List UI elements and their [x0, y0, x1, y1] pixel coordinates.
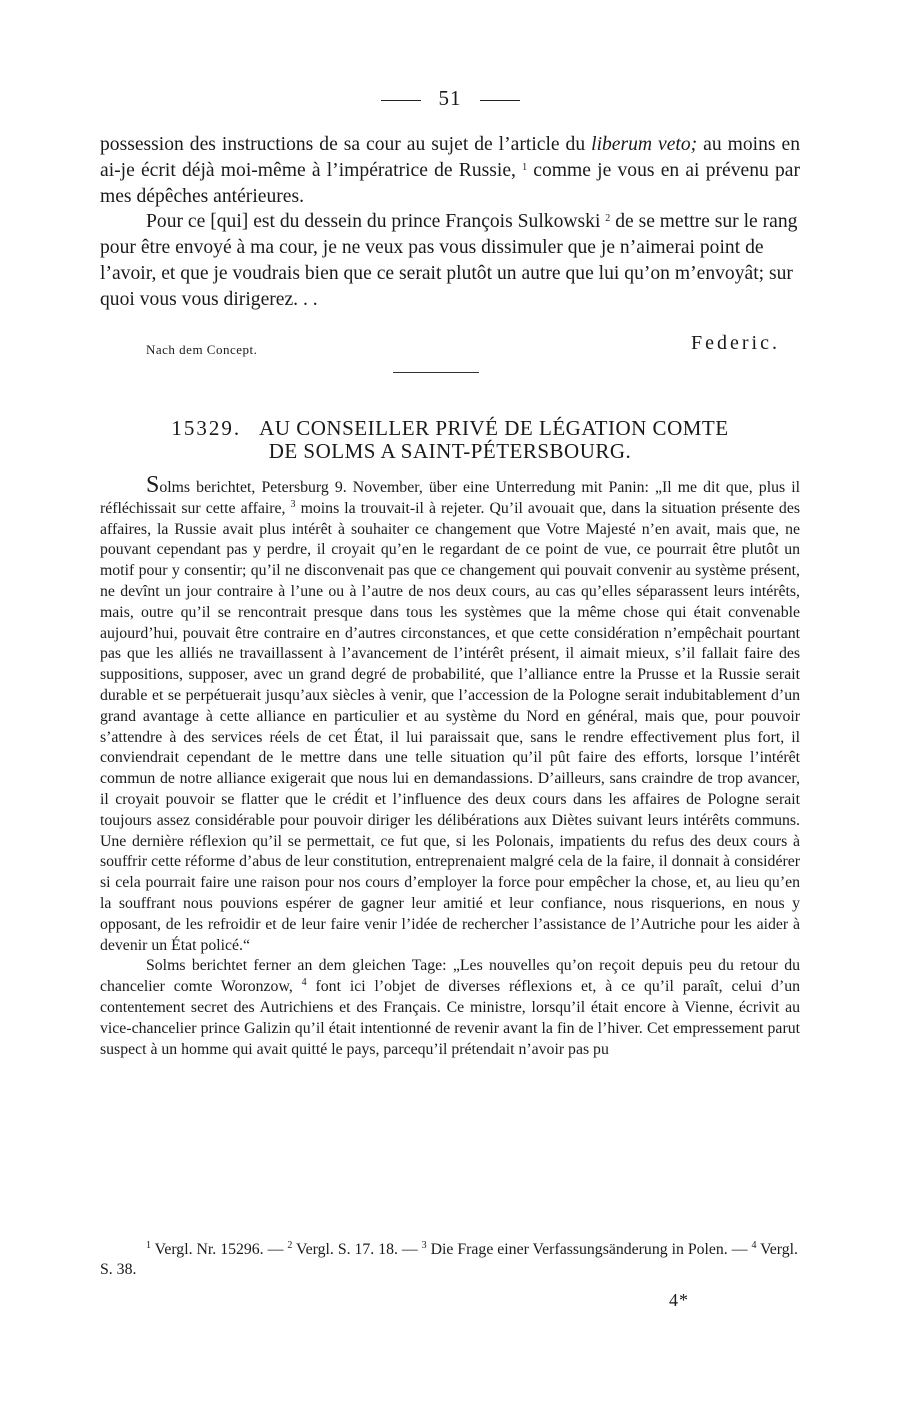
heading-line-2: DE SOLMS A SAINT-PÉTERSBOURG.: [268, 439, 632, 463]
intro-paragraph-2: Pour ce [qui] est du dessein du prince François Sulkowski $^2$ de se mettre sur le rang pour être envoyé à ma cour, je ne veux pas vous dissimuler que je n’aimerai point de l’avoir, et que je voudrais bien que ce serait plutôt un autre que lui qu’on m’envoyât; sur quoi vous vous dirigerez. . .: [100, 211, 798, 310]
body-paragraph-2: Solms berichtet ferner an dem gleichen Tage: „Les nouvelles qu’on reçoit depuis peu du retour du chancelier comte Woronzow, $^4$ font ici l’objet de diverses réflexions et, à ce qu’il paraît, celui d’un contentement secret des Autrichiens et des Français. Ce ministre, lorsqu’il était encore à Vienne, écrivit au vice-chancelier prince Galizin qu’il était intentionné de revenir avant la fin de l’hiver. Cet empressement parut suspect à un homme qui avait quitté le pays, parcequ’il prétendait n’avoir pas pu: [100, 957, 800, 1058]
page-number-dash-right: [480, 100, 520, 101]
section-divider: [393, 372, 479, 373]
letter-closing: [100, 332, 780, 362]
page-number-dash-left: [381, 100, 421, 101]
signature: Federic.: [691, 332, 780, 354]
footnote-ref-3: 3: [290, 498, 296, 510]
drop-cap: S: [146, 472, 160, 498]
intro-letter-end: [100, 132, 800, 313]
page-number: [0, 86, 900, 111]
page-number-text: 51: [438, 86, 462, 110]
footnote-ref-2: 2: [605, 213, 611, 225]
footnote-ref-1: 1: [522, 161, 528, 173]
letter-body: [100, 472, 800, 1060]
source-note: Nach dem Concept.: [146, 342, 258, 357]
footnote-ref-4: 4: [301, 977, 307, 989]
footnotes: [100, 1240, 800, 1279]
letter-number: 15329.: [171, 416, 242, 440]
sheet-signature-mark: 4*: [669, 1290, 689, 1310]
intro-paragraph-1: possession des instructions de sa cour au sujet de l’article du liberum veto; au moins en ai-je écrit déjà moi-même à l’impératrice de Russie, $^1$ comme je vous en ai prévenu par mes dépêches antérieures.: [100, 134, 800, 207]
letter-heading: [100, 417, 800, 463]
body-paragraph-1: Solms berichtet, Petersburg 9. November, über eine Unterredung mit Panin: „Il me dit que, plus il réfléchissait sur cette affaire, $^3$ moins la trouvait-il à rejeter. Qu’il avouait que, dans la situation présente des affaires, la Russie avait plus intérêt à souhaiter ce changement que Votre Majesté n’en avait, mais que, ne pouvant cependant pas y perdre, il croyait qu’en le regardant de ce point de vue, ce pourrait être plutôt un motif pour y consentir; qu’il ne disconvenait pas que ce changement qui pouvait convenir au système présent, ne devînt un jour contraire à l’une ou à l’autre de nos deux cours, au cas qu’elles séparassent leurs intérêts, mais, outre qu’il se rencontrait presque dans tous les systèmes que la même chose qui était convenable aujourd’hui, pouvait être contraire en d’autres circonstances, et que cette considération n’empêchait pourtant pas que les alliés ne travaillassent à l’avancement de l’intérêt présent, il aimait mieux, s’il fallait faire des suppositions, supposer, avec un grand degré de probabilité, que l’alliance entre la Prusse et la Russie serait durable et se perpétuerait jusqu’aux siècles à venir, que l’accession de la Pologne serait indubitablement d’un grand avantage à cette alliance en particulier et au système du Nord en général, mais que, pour pouvoir s’attendre à des services réels de cet État, il lui paraissait que, sans le rendre effectivement plus fort, il conviendrait cependant de le mettre dans une telle situation qu’il pût faire des efforts, lorsque l’intérêt commun de notre alliance exigerait que nous lui en demandassions. D’ailleurs, sans craindre de trop avancer, il croyait pouvoir se flatter que le crédit et l’influence des deux cours dans les affaires de Pologne serait toujours assez considérable pour pouvoir diriger les délibérations aux Diètes suivant leurs intérêts communs. Une dernière réflexion qu’il se permettait, ce fut que, si les Polonais, impatients du refus des deux cours à souffrir cette réforme d’abus de leur constitution, entreprenaient malgré cela de la faire, il donnait à considérer si cela pourrait faire une raison pour nos cours d’employer la force pour empêcher la chose, et, au lieu qu’en la souffrant nous pouvions espérer de gagner leur amitié et leur confiance, nous risquerions, en nous y opposant, de les refroidir et de leur faire venir l’idée de rechercher l’assistance de l’Autriche pour les aider à devenir un État policé.“: [100, 472, 800, 954]
heading-line-1: 15329. AU CONSEILLER PRIVÉ DE LÉGATION COMTE: [171, 416, 729, 440]
liberum-veto-italic: liberum veto;: [591, 134, 698, 155]
footnote-text: $^1$ Vergl. Nr. 15296. — $^2$ Vergl. S. 17. 18. — $^3$ Die Frage einer Verfassungsänderung in Polen. — $^4$ Vergl. S. 38.: [100, 1240, 798, 1278]
